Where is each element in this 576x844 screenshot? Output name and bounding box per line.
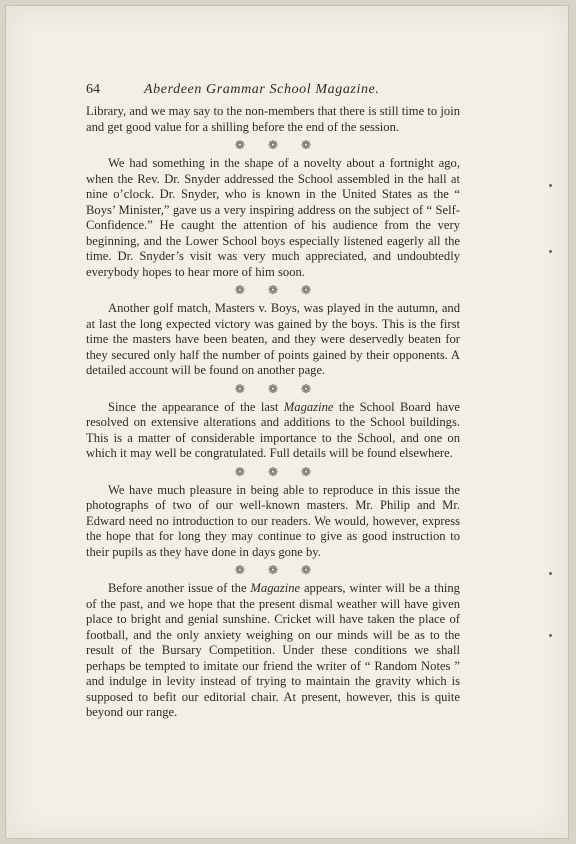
paper-speck [549,572,552,575]
paragraph-photographs: We have much pleasure in being able to reproduce in this issue the photographs of two of our well-known masters. Mr. Philip and Mr. Edward need no introduction to our readers. We would, however, express the hope that for long they may continue to give as good instruction to their pupils as they have done in days gone by. [86,482,460,559]
section-divider: ❁ ❁ ❁ [234,138,322,152]
article-body [86,104,460,721]
magazine-page [6,6,568,838]
section-divider: ❁ ❁ ❁ [234,563,322,577]
paper-speck [549,250,552,253]
section-divider: ❁ ❁ ❁ [234,381,322,396]
running-title: Aberdeen Grammar School Magazine. [144,82,380,97]
paragraph-dr-snyder: We had something in the shape of a novelty about a fortnight ago, when the Rev. Dr. Snyder addressed the School assembled in the hall at nine o’clock. Dr. Snyder, who is known in the United States as the “ Boys’ Minister,” gave us a very inspiring address on the subject of “ Self-Confidence.” He caught the attention of his audience from the very beginning, and the Lower School boys especially listened eagerly all the time. Dr. Snyder’s visit was very much appreciated, and undoubtedly everybody hopes to hear more of him soon. [86,156,460,279]
paragraph-golf-match: Another golf match, Masters v. Boys, was played in the autumn, and at last the long expected victory was gained by the boys. This is the first time the masters have been beaten, and they were deservedly beaten for they secured only half the number of points gained by their opponents. A detailed account will be found on another page. [86,301,460,377]
section-divider: ❁ ❁ ❁ [234,283,322,297]
page-number: 64 [86,82,100,97]
paper-speck [549,184,552,187]
paragraph-school-buildings: Since the appearance of the last Magazine the School Board have resolved on extensive alterations and additions to the School buildings. This is a matter of considerable importance to the School, and one on which it may well be congratulated. Full details will be found elsewhere. [86,399,460,460]
paragraph-winter: Before another issue of the Magazine appears, winter will be a thing of the past, and we hope that the present dismal weather will have given place to bright and genial sunshine. Cricket will have taken the place of football, and the only anxiety weighing on our minds will be as to the result of the Bursary Competition. Under these conditions we shall perhaps be tempted to imitate our friend the writer of “ Random Notes ” and indulge in levity instead of trying to maintain the gravity which is supposed to befit our editorial chair. At present, however, this is quite beyond our range. [86,581,460,719]
paragraph-library: Library, and we may say to the non-members that there is still time to join and get good value for a shilling before the end of the session. [86,104,460,134]
paper-speck [549,634,552,637]
section-divider: ❁ ❁ ❁ [234,464,322,479]
page-header [86,82,474,102]
